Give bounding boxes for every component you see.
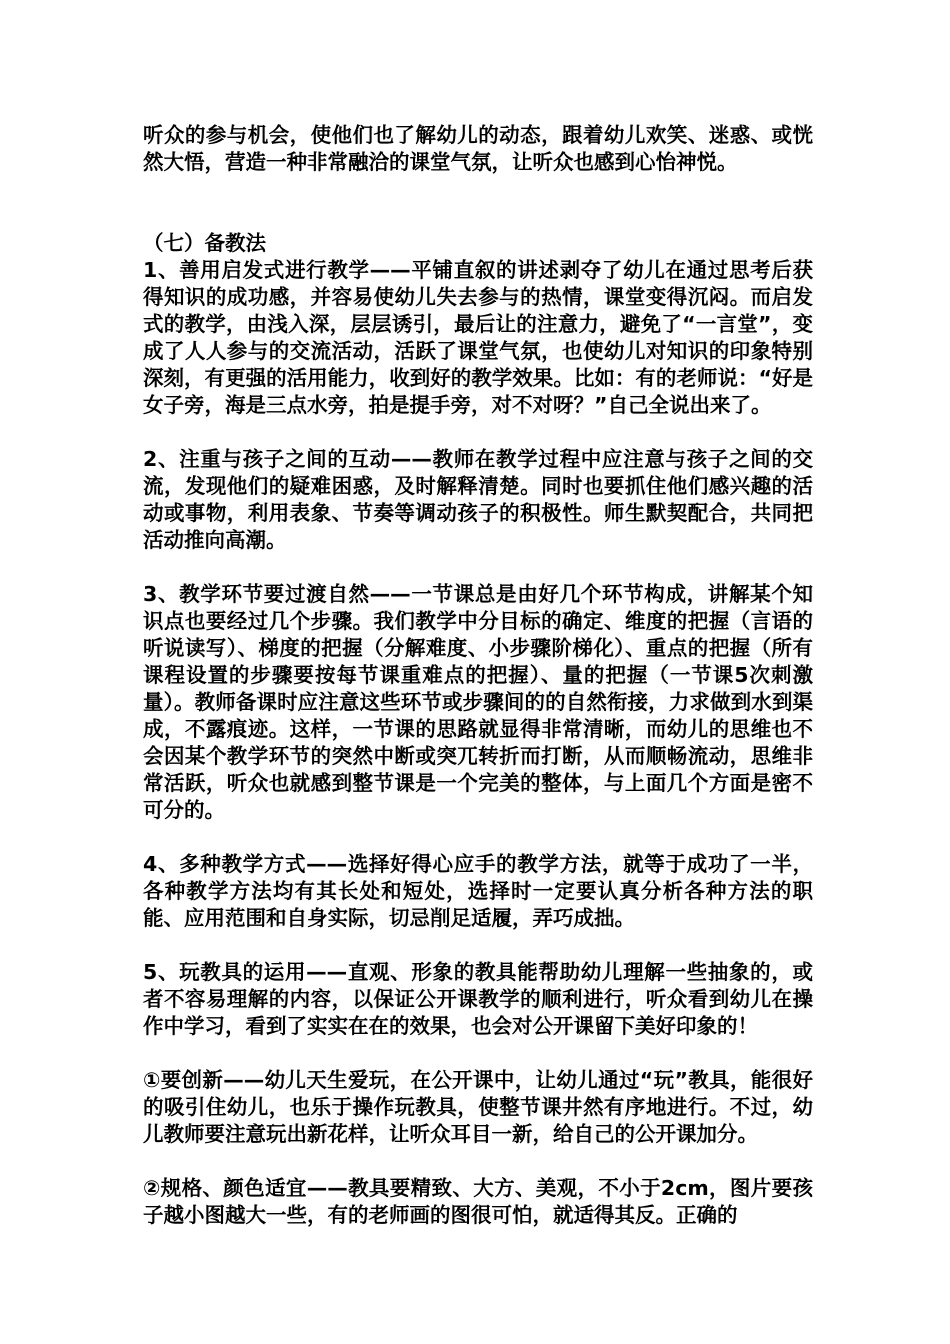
section-heading: （七）备教法 bbox=[143, 231, 266, 255]
paragraph-4: 4、多种教学方式——选择好得心应手的教学方法，就等于成功了一半，各种教学方法均有其长处和短处，选择时一定要认真分析各种方法的职能、应用范围和自身实际，切忌削足适履，弄巧成拙。 bbox=[143, 852, 813, 930]
paragraph-spacer bbox=[143, 1040, 813, 1067]
paragraph-spacer bbox=[143, 932, 813, 959]
paragraph-3: 3、教学环节要过渡自然——一节课总是由好几个环节构成，讲解某个知识点也要经过几个步骤。我们教学中分目标的确定、维度的把握（言语的听说读写）、梯度的把握（分解难度、小步骤阶梯化）、重点的把握（所有课程设置的步骤要按每节课重难点的把握）、量的把握（一节课5次刺激量）。教师备课时应注意这些环节或步骤间的的自然衔接，力求做到水到渠成，不露痕迹。这样，一节课的思路就显得非常清晰，而幼儿的思维也不会因某个教学环节的突然中断或突兀转折而打断，从而顺畅流动，思维非常活跃，听众也就感到整节课是一个完美的整体，与上面几个方面是密不可分的。 bbox=[143, 582, 813, 822]
paragraph-spacer bbox=[143, 176, 813, 230]
paragraph-spacer bbox=[143, 554, 813, 581]
paragraph-2: 2、注重与孩子之间的互动——教师在教学过程中应注意与孩子之间的交流，发现他们的疑难困惑，及时解释清楚。同时也要抓住他们感兴趣的活动或事物，利用表象、节奏等调动孩子的积极性。师生默契配合，共同把活动推向高潮。 bbox=[143, 447, 813, 552]
intro-paragraph: 听众的参与机会，使他们也了解幼儿的动态，跟着幼儿欢笑、迷惑、或恍然大悟，营造一种非常融洽的课堂气氛，让听众也感到心怡神悦。 bbox=[143, 123, 813, 174]
paragraph-spacer bbox=[143, 419, 813, 446]
paragraph-1: 1、善用启发式进行教学——平铺直叙的讲述剥夺了幼儿在通过思考后获得知识的成功感，并容易使幼儿失去参与的热情，课堂变得沉闷。而启发式的教学，由浅入深，层层诱引，最后让的注意力，避免了“一言堂”，变成了人人参与的交流活动，活跃了课堂气氛，也使幼儿对知识的印象特别深刻，有更强的活用能力，收到好的教学效果。比如：有的老师说：“好是女子旁，海是三点水旁，拍是提手旁，对不对呀？”自己全说出来了。 bbox=[143, 258, 813, 417]
paragraph-spacer bbox=[143, 1148, 813, 1175]
paragraph-6: ①要创新——幼儿天生爱玩，在公开课中，让幼儿通过“玩”教具，能很好的吸引住幼儿，也乐于操作玩教具，使整节课井然有序地进行。不过，幼儿教师要注意玩出新花样，让听众耳目一新，给自己的公开课加分。 bbox=[143, 1068, 813, 1146]
document-page bbox=[143, 122, 813, 1229]
paragraph-spacer bbox=[143, 824, 813, 851]
paragraph-7: ②规格、颜色适宜——教具要精致、大方、美观，不小于2cm，图片要孩子越小图越大一些，有的老师画的图很可怕，就适得其反。正确的 bbox=[143, 1176, 813, 1227]
paragraph-5: 5、玩教具的运用——直观、形象的教具能帮助幼儿理解一些抽象的，或者不容易理解的内容，以保证公开课教学的顺利进行，听众看到幼儿在操作中学习，看到了实实在在的效果，也会对公开课留下美好印象的！ bbox=[143, 960, 813, 1038]
